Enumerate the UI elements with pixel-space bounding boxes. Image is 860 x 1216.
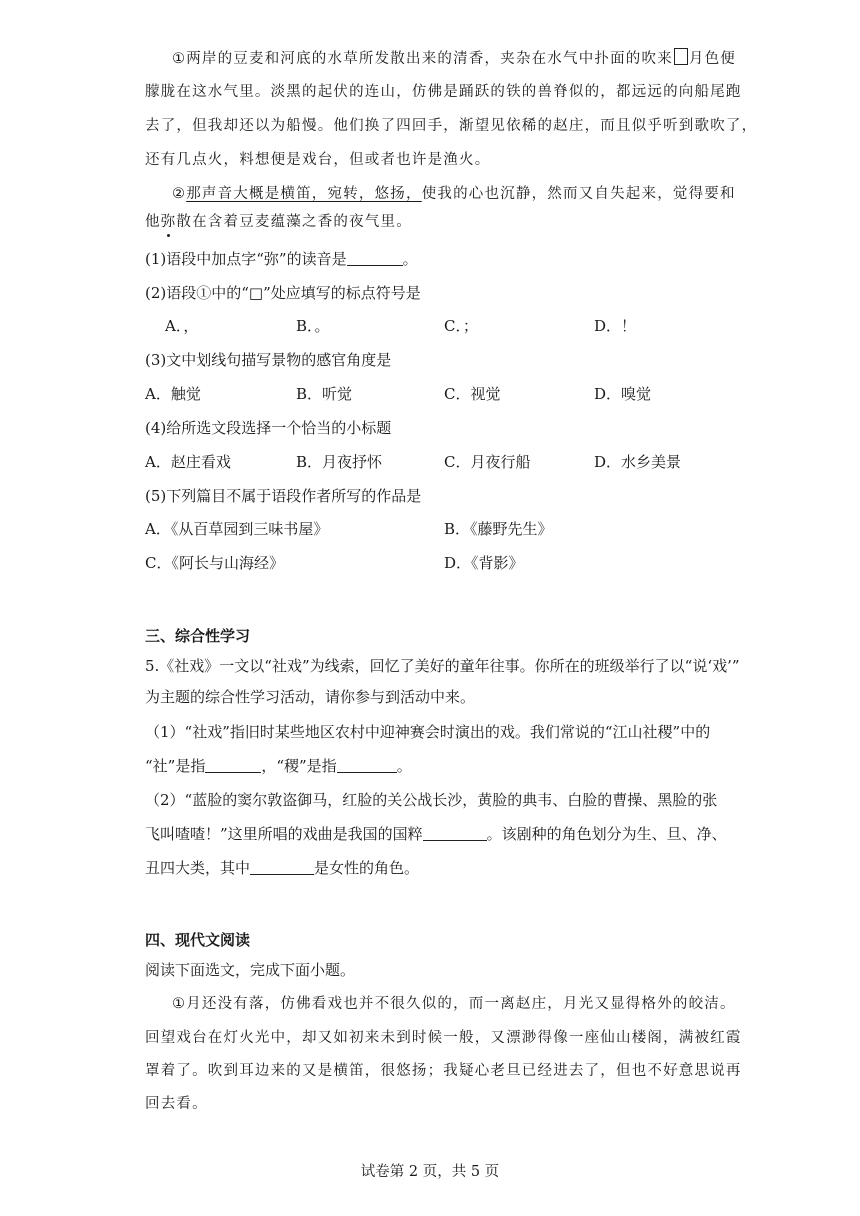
q2-option-d[interactable]: D．！ xyxy=(594,317,637,335)
q3-option-a[interactable]: A．触觉 xyxy=(145,385,201,403)
sub-question-1-line2: “社”是指 ，“稷”是指 。 xyxy=(145,757,412,775)
underlined-sentence: 那声音大概是横笛，宛转，悠扬， xyxy=(186,186,422,202)
answer-blank[interactable] xyxy=(423,826,487,841)
question-3: (3)文中划线句描写景物的感官角度是 xyxy=(145,351,392,369)
question-2: (2)语段①中的“□”处应填写的标点符号是 xyxy=(145,284,421,302)
q4-option-d[interactable]: D．水乡美景 xyxy=(594,453,682,471)
sub-question-1-line1: （1）“社戏”指旧时某些地区农村中迎神赛会时演出的戏。我们常说的“江山社稷”中的 xyxy=(145,723,711,741)
q5-option-b[interactable]: B．《藤野先生》 xyxy=(444,520,553,538)
sub-question-2-line3: 丑四大类，其中 是女性的角色。 xyxy=(145,859,420,877)
passage1-para2-line2: 他弥散在含着豆麦蕴藻之香的夜气里。 xyxy=(145,214,412,230)
q5-option-c[interactable]: C．《阿长与山海经》 xyxy=(145,554,284,572)
q3-option-d[interactable]: D．嗅觉 xyxy=(594,385,652,403)
passage2-line3: 罩着了。吹到耳边来的又是横笛，很悠扬；我疑心老旦已经进去了，但也不好意思说再 xyxy=(145,1063,742,1079)
passage1-para2-line1: ②那声音大概是横笛，宛转，悠扬，使我的心也沉静，然而又自失起来，觉得要和 xyxy=(172,186,736,202)
passage2-line4: 回去看。 xyxy=(145,1096,208,1112)
question-5: (5)下列篇目不属于语段作者所写的作品是 xyxy=(145,487,422,505)
q2-option-a[interactable]: A．， xyxy=(165,317,199,335)
q2-option-c[interactable]: C．； xyxy=(444,317,478,335)
sub-question-2-line1: （2）“蓝脸的窦尔敦盗御马，红脸的关公战长沙，黄脸的典韦、白脸的曹操、黑脸的张 xyxy=(145,791,718,809)
answer-blank[interactable] xyxy=(250,860,314,875)
question-1: (1)语段中加点字“弥”的读音是 。 xyxy=(145,250,418,268)
q4-option-c[interactable]: C．月夜行船 xyxy=(444,453,531,471)
passage1-line1: ①两岸的豆麦和河底的水草所发散出来的清香，夹杂在水气中扑面的吹来 月色便 xyxy=(172,48,736,69)
q5-option-d[interactable]: D．《背影》 xyxy=(444,554,524,572)
q4-option-b[interactable]: B．月夜抒怀 xyxy=(296,453,383,471)
page-footer: 试卷第 2 页，共 5 页 xyxy=(360,1164,500,1180)
passage1-line3: 去了，但我却还以为船慢。他们换了四回手，渐望见依稀的赵庄，而且似乎听到歌吹了， xyxy=(145,118,758,134)
dotted-character: 弥 xyxy=(160,214,177,230)
blank-box-mark xyxy=(674,48,688,65)
section-3-intro-line2: 为主题的综合性学习活动，请你参与到活动中来。 xyxy=(145,688,476,706)
q3-option-c[interactable]: C．视觉 xyxy=(444,385,501,403)
q5-option-a[interactable]: A．《从百草园到三味书屋》 xyxy=(145,520,329,538)
passage2-line1: ①月还没有落，仿佛看戏也并不很久似的，而一离赵庄，月光又显得格外的皎洁。 xyxy=(172,996,736,1012)
q2-option-b[interactable]: B．。 xyxy=(296,317,330,335)
passage2-line2: 回望戏台在灯火光中，却又如初来未到时候一般，又漂渺得像一座仙山楼阁，满被红霞 xyxy=(145,1030,742,1046)
answer-blank[interactable] xyxy=(347,251,403,266)
answer-blank[interactable] xyxy=(205,758,261,773)
section-3-intro-line1: 5.《社戏》一文以“社戏”为线索，回忆了美好的童年往事。你所在的班级举行了以“说‘戏’” xyxy=(145,657,740,675)
q3-option-b[interactable]: B．听觉 xyxy=(296,385,353,403)
section-4-instruction: 阅读下面选文，完成下面小题。 xyxy=(145,961,356,979)
q4-option-a[interactable]: A．赵庄看戏 xyxy=(145,453,231,471)
passage1-line4: 还有几点火，料想便是戏台，但或者也许是渔火。 xyxy=(145,152,491,168)
section-3-heading: 三、综合性学习 xyxy=(145,627,251,645)
section-4-heading: 四、现代文阅读 xyxy=(145,931,251,949)
sub-question-2-line2: 飞叫喳喳！”这里所唱的戏曲是我国的国粹 。该剧种的角色划分为生、旦、净、 xyxy=(145,825,727,843)
passage1-line2: 朦胧在这水气里。淡黑的起伏的连山，仿佛是踊跃的铁的兽脊似的，都远远的向船尾跑 xyxy=(145,84,742,100)
question-4: (4)给所选文段选择一个恰当的小标题 xyxy=(145,419,392,437)
answer-blank[interactable] xyxy=(337,758,397,773)
